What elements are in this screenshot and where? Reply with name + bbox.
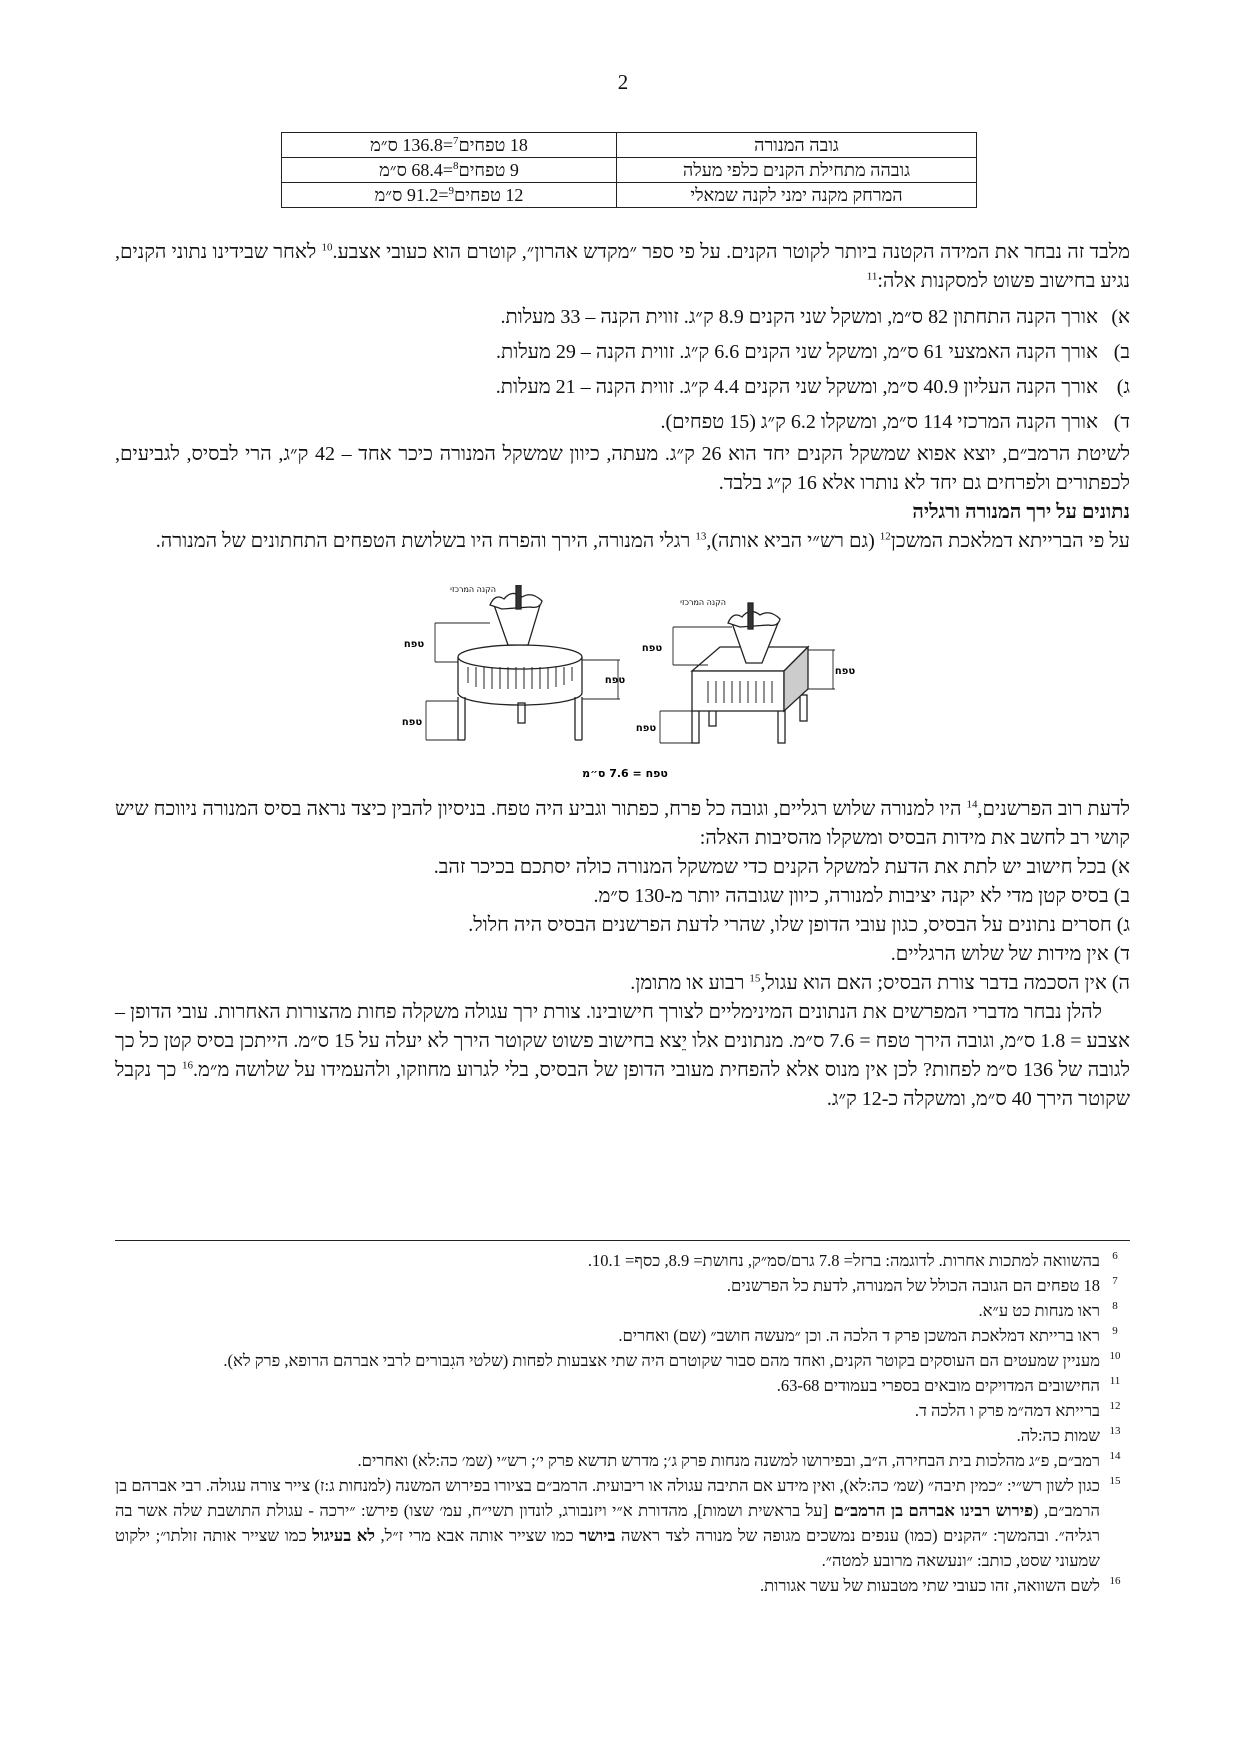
- footnote-text-part: כמו שצייר אותה זולתו״; ילקוט שמעוני שסט, כותב: ״ונעשאה מרובע למטה״.: [115, 1526, 1100, 1570]
- paragraph-text: להלן נבחר מדברי המפרשים את הנתונים המינימליים לצורך חישובינו. צורת ירך עגולה משקלה פחות מהצורות האחרות. עובי הדופן – אצבע = 1.8 ס״מ, וגובה הירך טפח = 7.6 ס״מ. מנתונים אלו יֵצא בחישוב פשוט שקוטר הירך לא יעלה על 15 ס״מ. הייתכן בסיס קטן כל כך לגובה של 136 ס״מ לפחות? לכן אין מנוס אלא להפחית מעובי הדופן של הבסיס, בלי לגרוע מחוזקו, ולהעמידו על שלושה מ״מ.: [115, 1001, 1131, 1081]
- footnote-number: 9: [1112, 1325, 1118, 1337]
- paragraph: [115, 998, 1130, 1114]
- leg: [778, 710, 785, 743]
- list-text: אורך הקנה התחתון 82 ס״מ, ומשקל שני הקנים 8.9 ק״ג. זווית הקנה – 33 מעלות.: [500, 306, 1098, 328]
- table-cell-value: [282, 133, 617, 158]
- leg: [518, 703, 525, 723]
- diagram-label: טפח: [403, 639, 425, 650]
- list-marker: א): [1111, 856, 1130, 878]
- list-item: [115, 911, 1130, 940]
- footnote-text: רמב״ם, פ״ג מהלכות בית הבחירה, ה״ב, ובפירושו למשנה מנחות פרק ג׳; מדרש תדשא פרק י׳; רש״י (שמ׳ כה:לא) ואחרים.: [357, 1451, 1100, 1470]
- table-cell-value: [282, 183, 617, 208]
- footnote-number: 15: [1109, 1475, 1121, 1487]
- list-text: אורך הקנה העליון 40.9 ס״מ, ומשקל שני הקנים 4.4 ק״ג. זווית הקנה – 21 מעלות.: [495, 376, 1098, 398]
- table-cell-label: גובהה מתחילת הקנים כלפי מעלה: [617, 158, 977, 183]
- list-marker: ג): [1116, 376, 1130, 398]
- table-row: [282, 133, 977, 158]
- footnote-text: מעניין שמעטים הם העוסקים בקוטר הקנים, ואחד מהם סבור שקוטרם היה שתי אצבעות לפחות (שלטי הגִבורים לרבי אברהם הרופא, פרק לא).: [223, 1351, 1100, 1370]
- footnote-number: 10: [1109, 1350, 1121, 1362]
- paragraph-text: לאחר שבידינו נתוני הקנים, נגיע בחישוב פשוט למסקנות אלה:: [115, 241, 1130, 292]
- value-text: 9 טפחים: [458, 160, 519, 180]
- footnote: [115, 1348, 1130, 1373]
- menorah-dimensions-table: [281, 132, 977, 208]
- footnote-number: 8: [1112, 1300, 1118, 1312]
- footnote-text: החישובים המדויקים מובאים בספרי בעמודים 63-68.: [776, 1376, 1100, 1395]
- footnote-text: ראו ברייתא דמלאכת המשכן פרק ד הלכה ה. וכן ״מעשה חושב״ (שם) ואחרים.: [618, 1326, 1100, 1345]
- table-cell-label: גובה המנורה: [617, 133, 977, 158]
- footnote-number: 6: [1112, 1250, 1118, 1262]
- paragraph-text: לדעת רוב הפרשנים,: [977, 798, 1130, 820]
- figure-caption: טפח = 7.6 ס״מ: [582, 767, 668, 780]
- list-text: חסרים נתונים על הבסיס, כגון עובי הדופן שלו, שהרי לדעת הפרשנים הבסיס היה חלול.: [468, 914, 1112, 936]
- footnote-ref[interactable]: 12: [879, 530, 891, 543]
- paragraph-text: מלבד זה נבחר את המידה הקטנה ביותר לקוטר הקנים. על פי ספר ״מקדש אהרון״, קוטרם הוא כעובי אצבע.: [332, 241, 1131, 263]
- footnote-ref[interactable]: 15: [749, 972, 761, 985]
- list-item: [115, 940, 1130, 969]
- footnote-bold-title: פירוש רבינו אברהם בן הרמב״ם: [833, 1501, 1034, 1520]
- footnote: [115, 1423, 1130, 1448]
- table-cell-label: המרחק מקנה ימני לקנה שמאלי: [617, 183, 977, 208]
- footnote-text: 18 טפחים הם הגובה הכולל של המנורה, לדעת כל הפרשנים.: [726, 1276, 1100, 1295]
- paragraph-text: היו למנורה שלוש רגליים, וגובה כל פרח, כפתור וגביע היה טפח. בניסיון להבין כיצד נראה בסיס המנורה ניווכח שיש קושי רב לחשב את מידות הבסיס ומשקלו מהסיבות האלה:: [115, 798, 1130, 849]
- footnote-text-part: [על בראשית ושמות], מהדורת א״י ויזנבורג, לונדון תשי״ח, עמ׳ שצו) פירש: ״ירכה - עגולת התושבת שלה אשר בה רגליה״. ובהמשך: ״הקנים (כמו) ענפים נמשכים מגופה של מנורה לצד ראשה: [115, 1501, 1100, 1545]
- central-shaft: [748, 603, 753, 629]
- list-item: [115, 335, 1130, 370]
- footnote-text: [115, 1473, 1100, 1573]
- flower-cup: [494, 605, 540, 645]
- footnote-ref[interactable]: 10: [321, 241, 333, 254]
- footnote-ref[interactable]: 14: [966, 798, 978, 811]
- footnote-number: 12: [1109, 1400, 1121, 1412]
- paragraph-text: רגלי המנורה, הירך והפרח היו בשלושת הטפחים התחתונים של המנורה.: [155, 530, 696, 552]
- footnotes: [115, 1248, 1130, 1598]
- menorah-base-figure: [390, 585, 860, 785]
- footnote-text: בהשוואה למתכות אחרות. לדוגמה: ברזל= 7.8 גרם/סמ״ק, נחושת= 8.9, כסף= 10.1.: [587, 1251, 1100, 1270]
- table-cell-value: [282, 158, 617, 183]
- value-text: 18 טפחים: [458, 135, 528, 155]
- footnote-ref[interactable]: 16: [182, 1059, 194, 1072]
- list-marker: ב): [1113, 885, 1130, 907]
- list-marker: א): [1111, 306, 1130, 328]
- paragraph: [115, 795, 1130, 853]
- list-marker: ג): [1116, 914, 1130, 936]
- page-number: 2: [617, 70, 629, 94]
- footnote-text: ברייתא דמה״מ פרק ו הלכה ד.: [914, 1401, 1100, 1420]
- diagram-label: הקנה המרכזי: [450, 585, 496, 594]
- list-text: אורך הקנה המרכזי 114 ס״מ, ומשקלו 6.2 ק״ג (15 טפחים).: [660, 411, 1098, 433]
- list-text: בסיס קטן מדי לא יקנה יציבות למנורה, כיוון שגובהה יותר מ-130 ס״מ.: [593, 885, 1109, 907]
- list-marker: ב): [1113, 341, 1130, 363]
- footnote-ref[interactable]: 9: [448, 185, 454, 197]
- list-marker: ד): [1113, 943, 1130, 965]
- list-item: [115, 405, 1130, 440]
- square-base-drawing: [660, 603, 835, 743]
- value-text: =91.2 ס״מ: [374, 185, 449, 205]
- list-marker: ה): [1111, 972, 1130, 994]
- leg: [692, 710, 699, 743]
- value-text: =136.8 ס״מ: [370, 135, 453, 155]
- value-text: =68.4 ס״מ: [379, 160, 453, 180]
- diagram-label: טפח: [604, 675, 626, 686]
- list-item: [115, 370, 1130, 405]
- table-row: [282, 158, 977, 183]
- footnote: [115, 1323, 1130, 1348]
- footnote-text: לשם השוואה, זהו כעובי שתי מטבעות של עשר אגורות.: [759, 1576, 1100, 1595]
- footnote: [115, 1473, 1130, 1573]
- footnote: [115, 1398, 1130, 1423]
- list-text: אורך הקנה האמצעי 61 ס״מ, ומשקל שני הקנים 6.6 ק״ג. זווית הקנה – 29 מעלות.: [496, 341, 1098, 363]
- list-text: רבוע או מתומן.: [630, 972, 750, 994]
- list-item: [115, 882, 1130, 911]
- paragraph-text: (גם רש״י הביא אותה),: [706, 530, 880, 552]
- diagram-label: טפח: [401, 717, 423, 728]
- list-item: [115, 853, 1130, 882]
- diagram-label: טפח: [641, 643, 663, 654]
- footnote: [115, 1273, 1130, 1298]
- list-text: בכל חישוב יש לתת את הדעת למשקל הקנים כדי שמשקל המנורה כולה יסתכם בכיכר זהב.: [433, 856, 1107, 878]
- leg: [709, 710, 716, 726]
- diagram-label: הקנה המרכזי: [680, 598, 726, 607]
- footnote-bold-word: לא בעיגול: [312, 1526, 376, 1545]
- central-shaft: [516, 585, 521, 609]
- list-marker: ד): [1113, 411, 1130, 433]
- diagram-label: טפח: [834, 666, 856, 677]
- leg: [800, 695, 807, 721]
- footnote: [115, 1448, 1130, 1473]
- footnote: [115, 1373, 1130, 1398]
- base-diagram: [390, 585, 860, 785]
- footnote-number: 14: [1109, 1450, 1121, 1462]
- list-text: אין מידות של שלוש הרגליים.: [890, 943, 1109, 965]
- footnote-ref[interactable]: 7: [452, 135, 459, 147]
- value-text: 12 טפחים: [453, 185, 524, 205]
- footnote-number: 7: [1112, 1275, 1118, 1287]
- footnote-number: 16: [1109, 1575, 1121, 1587]
- footnote-ref[interactable]: 11: [866, 270, 878, 283]
- paragraph: [115, 527, 1130, 556]
- paragraph: [115, 238, 1130, 296]
- footnote-ref[interactable]: 8: [452, 160, 459, 172]
- section-heading: נתונים על ירך המנורה ורגליה: [912, 501, 1130, 523]
- list-text: אין הסכמה בדבר צורת הבסיס; האם הוא עגול,: [760, 972, 1107, 994]
- diagram-label: טפח: [635, 723, 657, 734]
- footnote-number: 13: [1109, 1425, 1121, 1437]
- paragraph: לשיטת הרמב״ם, יוצא אפוא שמשקל הקנים יחד הוא 26 ק״ג. מעתה, כיוון שמשקל המנורה כיכר אחד – 42 ק״ג, הרי לבסיס, לגביעים, לכפתורים ולפרחים גם יחד לא נותרו אלא 16 ק״ג בלבד.: [115, 443, 1131, 494]
- table-row: [282, 183, 977, 208]
- round-base-drawing: [426, 585, 620, 740]
- footnote: [115, 1573, 1130, 1598]
- section-base: [115, 795, 1130, 1114]
- paragraph-text: כך נקבל שקוטר הירך 40 ס״מ, ומשקלה כ-12 ק״ג.: [115, 1059, 1130, 1110]
- footnote-separator: [115, 1240, 1130, 1241]
- footnote-text: ראו מנחות כט ע״א.: [978, 1301, 1100, 1320]
- footnote-bold-word: ביושר: [579, 1526, 616, 1545]
- footnote-ref[interactable]: 13: [695, 530, 707, 543]
- footnote-number: 11: [1109, 1375, 1121, 1387]
- footnote-text: שמות כה:לה.: [1016, 1426, 1100, 1445]
- footnote: [115, 1298, 1130, 1323]
- list-item: [115, 969, 1130, 998]
- footnote-text-part: כמו שצייר אותה אבא מרי ז״ל,: [375, 1526, 580, 1545]
- footnote-text-part: כגון לשון רש״י: ״כמין תיבה״ (שמ׳ כה:לא), ואין מידע אם התיבה עגולה או ריבועית. הרמב״ם בציורו בפירוש המשנה (למנחות ג:ז) צייר צורה עגולה. רבי אברהם בן הרמב״ם, (: [115, 1476, 1100, 1520]
- footnote: [115, 1248, 1130, 1273]
- section-branches: [115, 238, 1130, 556]
- list-item: [115, 300, 1130, 335]
- paragraph-text: על פי הברייתא דמלאכת המשכן: [890, 530, 1130, 552]
